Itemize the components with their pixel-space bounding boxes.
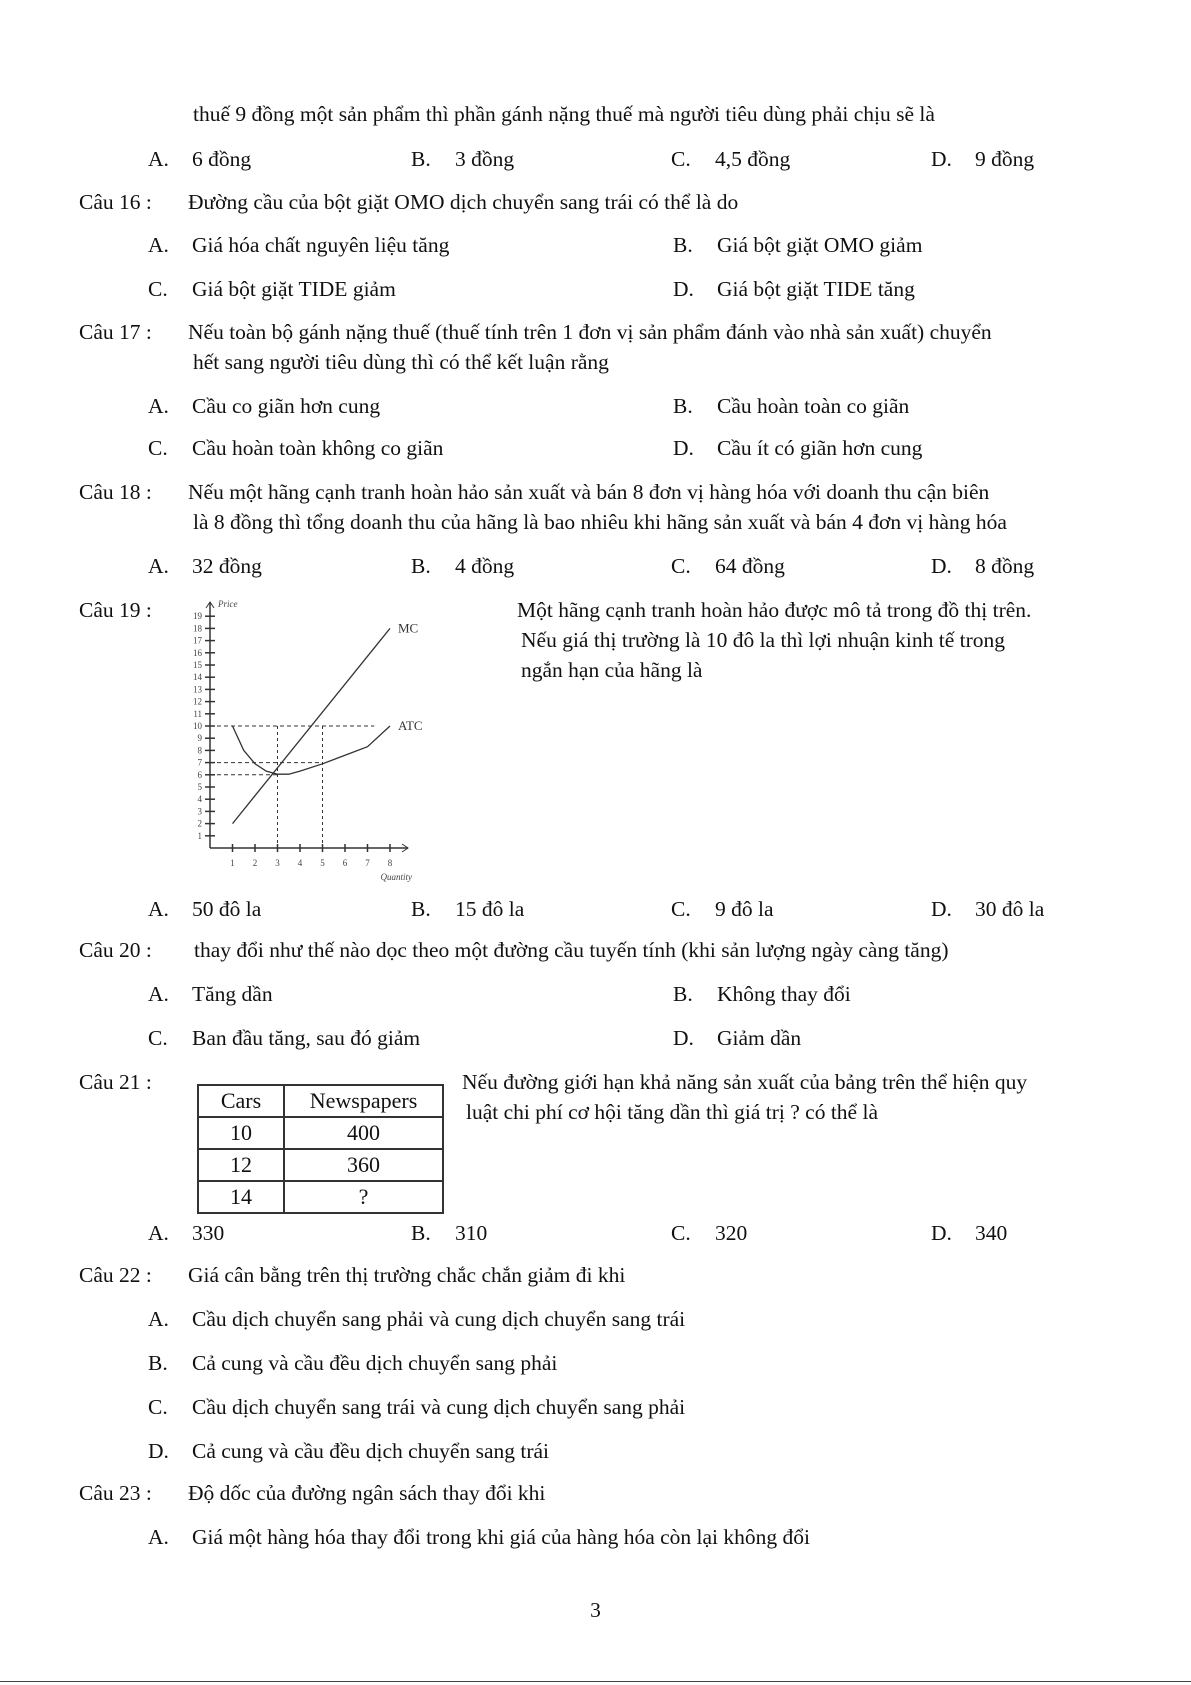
q17-text-line2: hết sang người tiêu dùng thì có thể kết luận rằng	[193, 350, 609, 374]
option-text: Ban đầu tăng, sau đó giảm	[192, 1026, 421, 1050]
q15-option-b[interactable]	[411, 146, 514, 172]
q19-text-line3: ngắn hạn của hãng là	[521, 658, 703, 682]
q16-text: Đường cầu của bột giặt OMO dịch chuyển sang trái có thể là do	[188, 190, 739, 214]
option-text: Tăng dần	[192, 982, 273, 1006]
option-text: Không thay đổi	[717, 982, 851, 1006]
option-text: Cầu co giãn hơn cung	[192, 394, 381, 418]
q21-option-a[interactable]	[148, 1220, 224, 1246]
x-axis-label: Quantity	[380, 872, 412, 882]
option-text: 6 đồng	[192, 147, 252, 171]
y-tick-label: 13	[193, 684, 202, 695]
option-text: 4 đồng	[455, 554, 515, 578]
q20-text: thay đổi như thế nào dọc theo một đường cầu tuyến tính (khi sản lượng ngày càng tăng)	[194, 938, 949, 962]
q19-option-b[interactable]	[411, 896, 524, 922]
option-letter: D.	[931, 897, 952, 921]
option-text: Cầu hoàn toàn co giãn	[717, 394, 910, 418]
q23-option-a[interactable]	[148, 1524, 810, 1550]
table-cell: 400	[284, 1117, 443, 1149]
option-letter: A.	[148, 233, 169, 257]
option-text: 9 đồng	[975, 147, 1035, 171]
table-row	[198, 1149, 443, 1181]
x-tick-label: 5	[320, 858, 325, 868]
y-tick-label: 7	[197, 757, 202, 768]
option-text: Giá bột giặt TIDE tăng	[717, 277, 915, 301]
q15-option-a[interactable]	[148, 146, 251, 172]
y-tick-label: 17	[193, 635, 202, 646]
option-text: Cả cung và cầu đều dịch chuyển sang phải	[192, 1351, 558, 1375]
y-tick-label: 5	[197, 782, 202, 792]
q21-text-line2: luật chi phí cơ hội tăng dần thì giá trị ? có thể là	[466, 1100, 878, 1124]
q20-option-a[interactable]	[148, 981, 273, 1007]
option-letter: C.	[671, 897, 691, 921]
option-letter: A.	[148, 1307, 169, 1331]
q21-option-d[interactable]	[931, 1220, 1007, 1246]
table-cell: 360	[284, 1149, 443, 1181]
option-text: 340	[975, 1221, 1008, 1245]
option-text: 4,5 đồng	[715, 147, 791, 171]
q16-option-b[interactable]	[673, 232, 922, 258]
q22-option-d[interactable]	[148, 1438, 549, 1464]
x-tick-label: 3	[275, 858, 280, 868]
q18-option-c[interactable]	[671, 553, 785, 579]
option-letter: A.	[148, 147, 169, 171]
series-label-atc: ATC	[398, 718, 423, 733]
y-tick-label: 14	[193, 672, 202, 683]
y-tick-label: 3	[197, 806, 202, 817]
option-letter: D.	[673, 277, 694, 301]
series-line-atc	[233, 726, 391, 774]
q19-label: Câu 19 :	[79, 598, 152, 622]
option-text: 8 đồng	[975, 554, 1035, 578]
x-tick-label: 6	[342, 858, 348, 868]
option-letter: A.	[148, 554, 169, 578]
q20-option-b[interactable]	[673, 981, 851, 1007]
q22-option-b[interactable]	[148, 1350, 557, 1376]
q17-option-b[interactable]	[673, 393, 909, 419]
q16-option-c[interactable]	[148, 276, 396, 302]
q17-option-c[interactable]	[148, 435, 443, 461]
table-cell: 10	[198, 1117, 284, 1149]
option-text: 3 đồng	[455, 147, 515, 171]
option-text: 64 đồng	[715, 554, 785, 578]
option-letter: A.	[148, 1525, 169, 1549]
option-letter: C.	[148, 436, 168, 460]
option-letter: A.	[148, 394, 169, 418]
option-text: Giá hóa chất nguyên liệu tăng	[192, 233, 450, 257]
option-letter: C.	[148, 1395, 168, 1419]
option-letter: B.	[673, 233, 693, 257]
option-text: Giá một hàng hóa thay đổi trong khi giá của hàng hóa còn lại không đổi	[192, 1525, 810, 1549]
x-tick-label: 4	[297, 858, 303, 868]
q17-label: Câu 17 :	[79, 320, 152, 344]
y-tick-label: 12	[193, 696, 202, 707]
q19-option-a[interactable]	[148, 896, 261, 922]
x-tick-label: 8	[387, 858, 393, 868]
y-tick-label: 15	[193, 660, 202, 670]
option-text: 310	[455, 1221, 488, 1245]
option-text: 50 đô la	[192, 897, 262, 921]
q21-option-b[interactable]	[411, 1220, 487, 1246]
option-text: 32 đồng	[192, 554, 262, 578]
y-tick-label: 9	[197, 733, 202, 744]
y-tick-label: 8	[197, 745, 202, 756]
q19-option-d[interactable]	[931, 896, 1044, 922]
q18-option-b[interactable]	[411, 553, 514, 579]
y-tick-label: 6	[197, 769, 202, 780]
option-text: Giảm dần	[717, 1026, 802, 1050]
option-letter: B.	[411, 897, 431, 921]
q16-option-a[interactable]	[148, 232, 449, 258]
y-axis-label: Price	[218, 599, 238, 609]
option-letter: D.	[931, 1221, 952, 1245]
option-text: Cầu ít có giãn hơn cung	[717, 436, 923, 460]
q18-label: Câu 18 :	[79, 480, 152, 504]
page-number: 3	[590, 1598, 601, 1622]
y-tick-label: 10	[193, 721, 202, 731]
q22-text: Giá cân bằng trên thị trường chắc chắn giảm đi khi	[188, 1263, 626, 1287]
option-letter: C.	[671, 554, 691, 578]
q18-option-a[interactable]	[148, 553, 262, 579]
option-letter: C.	[148, 1026, 168, 1050]
option-text: 30 đô la	[975, 897, 1045, 921]
q22-option-a[interactable]	[148, 1306, 685, 1332]
option-text: 330	[192, 1221, 225, 1245]
q16-label: Câu 16 :	[79, 190, 152, 214]
option-letter: D.	[673, 436, 694, 460]
option-letter: B.	[148, 1351, 168, 1375]
q17-option-a[interactable]	[148, 393, 380, 419]
q23-text: Độ dốc của đường ngân sách thay đổi khi	[188, 1481, 546, 1505]
option-letter: A.	[148, 897, 169, 921]
ppf-table	[197, 1084, 444, 1214]
q15-option-c[interactable]	[671, 146, 790, 172]
q20-option-d[interactable]	[673, 1025, 801, 1051]
y-tick-label: 19	[193, 611, 202, 622]
y-tick-label: 1	[197, 830, 202, 841]
table-row	[198, 1117, 443, 1149]
table-header-row	[198, 1085, 443, 1117]
option-letter: B.	[673, 394, 693, 418]
q22-label: Câu 22 :	[79, 1263, 152, 1287]
x-tick-label: 1	[230, 858, 235, 868]
q21-label: Câu 21 :	[79, 1070, 152, 1094]
option-text: 320	[715, 1221, 748, 1245]
option-text: Giá bột giặt TIDE giảm	[192, 277, 396, 301]
q18-option-d[interactable]	[931, 553, 1034, 579]
y-tick-label: 4	[197, 794, 202, 805]
q15-text: thuế 9 đồng một sản phẩm thì phần gánh nặng thuế mà người tiêu dùng phải chịu sẽ là	[193, 102, 935, 126]
q19-text-line2: Nếu giá thị trường là 10 đô la thì lợi nhuận kinh tế trong	[521, 628, 1006, 652]
q18-text-line1: Nếu một hãng cạnh tranh hoàn hảo sản xuất và bán 8 đơn vị hàng hóa với doanh thu cận biên	[188, 480, 990, 504]
y-tick-label: 16	[193, 647, 202, 658]
option-letter: C.	[148, 277, 168, 301]
y-tick-label: 11	[193, 708, 202, 719]
table-cell: 14	[198, 1181, 284, 1213]
option-text: Cả cung và cầu đều dịch chuyển sang trái	[192, 1439, 550, 1463]
header-cell: Newspapers	[284, 1085, 443, 1117]
q18-text-line2: là 8 đồng thì tổng doanh thu của hãng là bao nhiêu khi hãng sản xuất và bán 4 đơn vị hàng hóa	[193, 510, 1007, 534]
q19-option-c[interactable]	[671, 896, 774, 922]
option-letter: B.	[411, 1221, 431, 1245]
q23-label: Câu 23 :	[79, 1481, 152, 1505]
table-row	[198, 1181, 443, 1213]
x-tick-label: 2	[252, 858, 258, 868]
option-text: 9 đô la	[715, 897, 774, 921]
mc-atc-chart	[180, 598, 500, 890]
x-tick-label: 7	[365, 858, 370, 868]
option-letter: B.	[673, 982, 693, 1006]
option-letter: B.	[411, 554, 431, 578]
q21-text-line1: Nếu đường giới hạn khả năng sản xuất của bảng trên thể hiện quy	[462, 1070, 1028, 1094]
table-cell: 12	[198, 1149, 284, 1181]
q17-option-d[interactable]	[673, 435, 922, 461]
page-bottom-rule	[0, 1681, 1191, 1682]
option-text: Cầu dịch chuyển sang trái và cung dịch chuyển sang phải	[192, 1395, 686, 1419]
q20-option-c[interactable]	[148, 1025, 420, 1051]
option-text: 15 đô la	[455, 897, 525, 921]
option-text: Giá bột giặt OMO giảm	[717, 233, 923, 257]
table-cell: ?	[284, 1181, 443, 1213]
option-letter: B.	[411, 147, 431, 171]
q20-label: Câu 20 :	[79, 938, 152, 962]
y-tick-label: 2	[197, 818, 202, 829]
q15-option-d[interactable]	[931, 146, 1034, 172]
option-letter: A.	[148, 1221, 169, 1245]
option-letter: D.	[148, 1439, 169, 1463]
q22-option-c[interactable]	[148, 1394, 685, 1420]
option-text: Cầu dịch chuyển sang phải và cung dịch chuyển sang trái	[192, 1307, 686, 1331]
header-cell: Cars	[198, 1085, 284, 1117]
option-letter: D.	[673, 1026, 694, 1050]
q17-text-line1: Nếu toàn bộ gánh nặng thuế (thuế tính trên 1 đơn vị sản phẩm đánh vào nhà sản xuất) chuyển	[188, 320, 992, 344]
option-letter: D.	[931, 554, 952, 578]
option-letter: D.	[931, 147, 952, 171]
series-label-mc: MC	[398, 620, 419, 636]
y-tick-label: 18	[193, 623, 202, 634]
q16-option-d[interactable]	[673, 276, 915, 302]
option-letter: A.	[148, 982, 169, 1006]
q21-option-c[interactable]	[671, 1220, 747, 1246]
option-text: Cầu hoàn toàn không co giãn	[192, 436, 444, 460]
option-letter: C.	[671, 1221, 691, 1245]
q19-text-line1: Một hãng cạnh tranh hoàn hảo được mô tả trong đồ thị trên.	[517, 598, 1032, 622]
option-letter: C.	[671, 147, 691, 171]
